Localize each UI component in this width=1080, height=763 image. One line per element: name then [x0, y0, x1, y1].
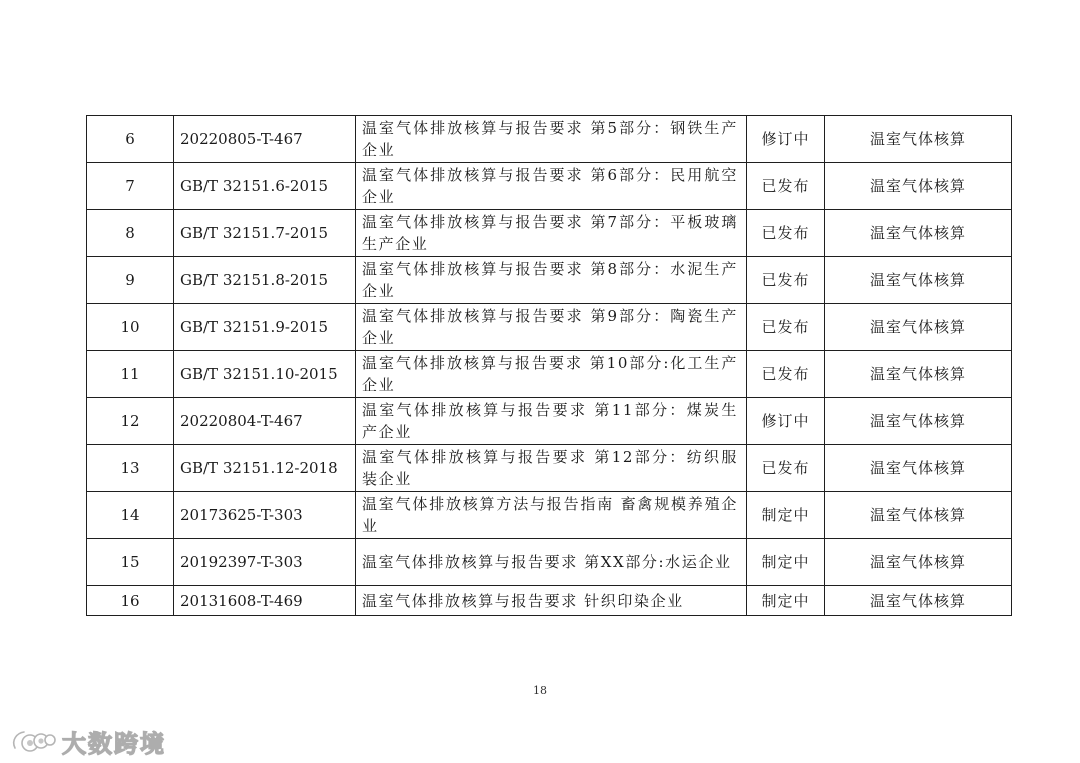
standard-status: 已发布: [747, 210, 825, 257]
table-row: [87, 351, 1012, 398]
table-row: [87, 257, 1012, 304]
standard-name: 温室气体排放核算与报告要求 针织印染企业: [356, 586, 747, 616]
standard-name: 温室气体排放核算与报告要求 第11部分：煤炭生产企业: [356, 398, 747, 445]
standard-status: 制定中: [747, 539, 825, 586]
row-number: 9: [87, 257, 174, 304]
table-row: [87, 210, 1012, 257]
standard-category: 温室气体核算: [825, 586, 1012, 616]
standard-code: GB/T 32151.6-2015: [174, 163, 356, 210]
standard-name: 温室气体排放核算与报告要求 第9部分：陶瓷生产企业: [356, 304, 747, 351]
standard-status: 制定中: [747, 492, 825, 539]
table-row: [87, 586, 1012, 616]
standard-code: 20220804-T-467: [174, 398, 356, 445]
standard-status: 制定中: [747, 586, 825, 616]
row-number: 10: [87, 304, 174, 351]
standard-code: GB/T 32151.10-2015: [174, 351, 356, 398]
row-number: 7: [87, 163, 174, 210]
standard-category: 温室气体核算: [825, 116, 1012, 163]
row-number: 8: [87, 210, 174, 257]
standard-name: 温室气体排放核算与报告要求 第10部分:化工生产企业: [356, 351, 747, 398]
standard-code: 20192397-T-303: [174, 539, 356, 586]
table-row: [87, 539, 1012, 586]
page-number: 18: [533, 684, 547, 697]
standard-name: 温室气体排放核算与报告要求 第12部分：纺织服装企业: [356, 445, 747, 492]
standard-code: GB/T 32151.9-2015: [174, 304, 356, 351]
standard-status: 已发布: [747, 445, 825, 492]
standard-category: 温室气体核算: [825, 398, 1012, 445]
standard-name: 温室气体排放核算与报告要求 第XX部分:水运企业: [356, 539, 747, 586]
weibo-logo-icon: [8, 726, 56, 758]
standard-name: 温室气体排放核算与报告要求 第7部分：平板玻璃生产企业: [356, 210, 747, 257]
standard-category: 温室气体核算: [825, 445, 1012, 492]
standard-status: 修订中: [747, 116, 825, 163]
standard-code: 20131608-T-469: [174, 586, 356, 616]
standard-code: 20220805-T-467: [174, 116, 356, 163]
standard-status: 已发布: [747, 257, 825, 304]
standard-status: 已发布: [747, 304, 825, 351]
standard-status: 已发布: [747, 163, 825, 210]
table-row: [87, 304, 1012, 351]
table-row: [87, 116, 1012, 163]
standard-code: GB/T 32151.7-2015: [174, 210, 356, 257]
standard-status: 修订中: [747, 398, 825, 445]
standard-category: 温室气体核算: [825, 163, 1012, 210]
standard-category: 温室气体核算: [825, 492, 1012, 539]
row-number: 16: [87, 586, 174, 616]
standard-category: 温室气体核算: [825, 304, 1012, 351]
standard-code: GB/T 32151.8-2015: [174, 257, 356, 304]
standard-category: 温室气体核算: [825, 257, 1012, 304]
row-number: 14: [87, 492, 174, 539]
standard-category: 温室气体核算: [825, 539, 1012, 586]
standard-code: GB/T 32151.12-2018: [174, 445, 356, 492]
standards-table: [86, 115, 1012, 616]
standard-name: 温室气体排放核算与报告要求 第5部分：钢铁生产企业: [356, 116, 747, 163]
standard-code: 20173625-T-303: [174, 492, 356, 539]
standard-status: 已发布: [747, 351, 825, 398]
row-number: 15: [87, 539, 174, 586]
row-number: 6: [87, 116, 174, 163]
table-row: [87, 398, 1012, 445]
standard-name: 温室气体排放核算方法与报告指南 畜禽规模养殖企业: [356, 492, 747, 539]
watermark-text: 大数跨境: [62, 730, 166, 758]
standard-category: 温室气体核算: [825, 351, 1012, 398]
row-number: 11: [87, 351, 174, 398]
standard-name: 温室气体排放核算与报告要求 第8部分：水泥生产企业: [356, 257, 747, 304]
table-row: [87, 492, 1012, 539]
row-number: 12: [87, 398, 174, 445]
row-number: 13: [87, 445, 174, 492]
watermark: [8, 724, 166, 759]
table-row: [87, 445, 1012, 492]
standard-category: 温室气体核算: [825, 210, 1012, 257]
standard-name: 温室气体排放核算与报告要求 第6部分：民用航空企业: [356, 163, 747, 210]
table-row: [87, 163, 1012, 210]
